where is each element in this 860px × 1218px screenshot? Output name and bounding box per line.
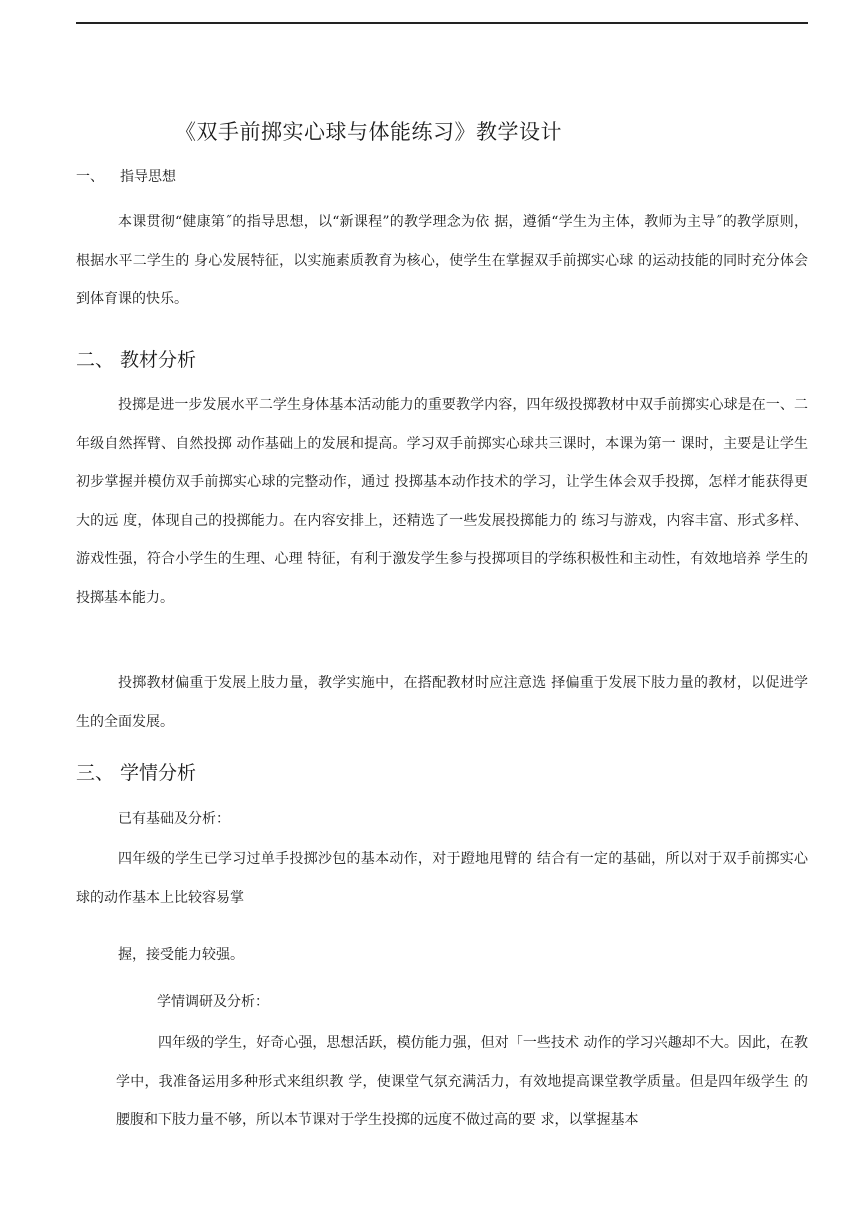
section-heading-1	[76, 166, 176, 186]
section-number: 三、	[76, 762, 115, 784]
paragraph-research-analysis: 四年级的学生，好奇心强，思想活跃，模仿能力强，但对「一些技术 动作的学习兴趣却不大。因此，在教学中，我准备运用多种形式来组织教 学，使课堂气氛充满活力，有效地提高课堂教学质量。但是四年级学生 的腰腹和下肢力量不够，所以本节课对于学生投掷的远度不做过高的要 求，以掌握基本	[116, 1035, 808, 1129]
section-number: 二、	[76, 349, 115, 371]
section-heading-3	[76, 758, 196, 785]
section-title: 教材分析	[120, 349, 197, 371]
document-title: 《双手前掷实心球与体能练习》教学设计	[175, 120, 562, 144]
section-number: 一、	[76, 169, 104, 185]
label-existing-basis: 已有基础及分析：	[118, 811, 230, 827]
section-title: 学情分析	[120, 762, 197, 784]
section-title: 指导思想	[120, 169, 176, 185]
label-research-analysis: 学情调研及分析：	[157, 994, 269, 1010]
section-heading-2	[76, 345, 196, 372]
paragraph-existing-basis: 四年级的学生已学习过单手投掷沙包的基本动作，对于蹬地甩臂的 结合有一定的基础，所以对于双手前掷实心球的动作基本上比较容易掌	[76, 851, 808, 906]
paragraph-material-analysis: 投掷是进一步发展水平二学生身体基本活动能力的重要教学内容，四年级投掷教材中双手前掷实心球是在一、二年级自然挥臂、自然投掷 动作基础上的发展和提高。学习双手前掷实心球共三课时，本课为第一 课时，主要是让学生初步掌握并模仿双手前掷实心球的完整动作，通过 投掷基本动作技术的学习，让学生体会双手投掷，怎样才能获得更大的远 度，体现自己的投掷能力。在内容安排上，还精选了一些发展投掷能力的 练习与游戏，内容丰富、形式多样、游戏性强，符合小学生的生理、心理 特征，有利于激发学生参与投掷项目的学练积极性和主动性，有效地培养 学生的投掷基本能力。	[76, 397, 808, 606]
header-rule	[76, 22, 808, 24]
paragraph-guiding-ideology: 本课贯彻“健康第˝的指导思想，以“新课程”的教学理念为依 据，遵循“学生为主体，教师为主导˝的教学原则，根据水平二学生的 身心发展特征，以实施素质教育为核心，使学生在掌握双手前掷实心球 的运动技能的同时充分体会到体育课的快乐。	[76, 214, 808, 308]
paragraph-existing-basis-continued: 握，接受能力较强。	[118, 947, 244, 963]
paragraph-material-note: 投掷教材偏重于发展上肢力量，教学实施中，在搭配教材时应注意选 择偏重于发展下肢力量的教材，以促进学生的全面发展。	[76, 675, 808, 730]
